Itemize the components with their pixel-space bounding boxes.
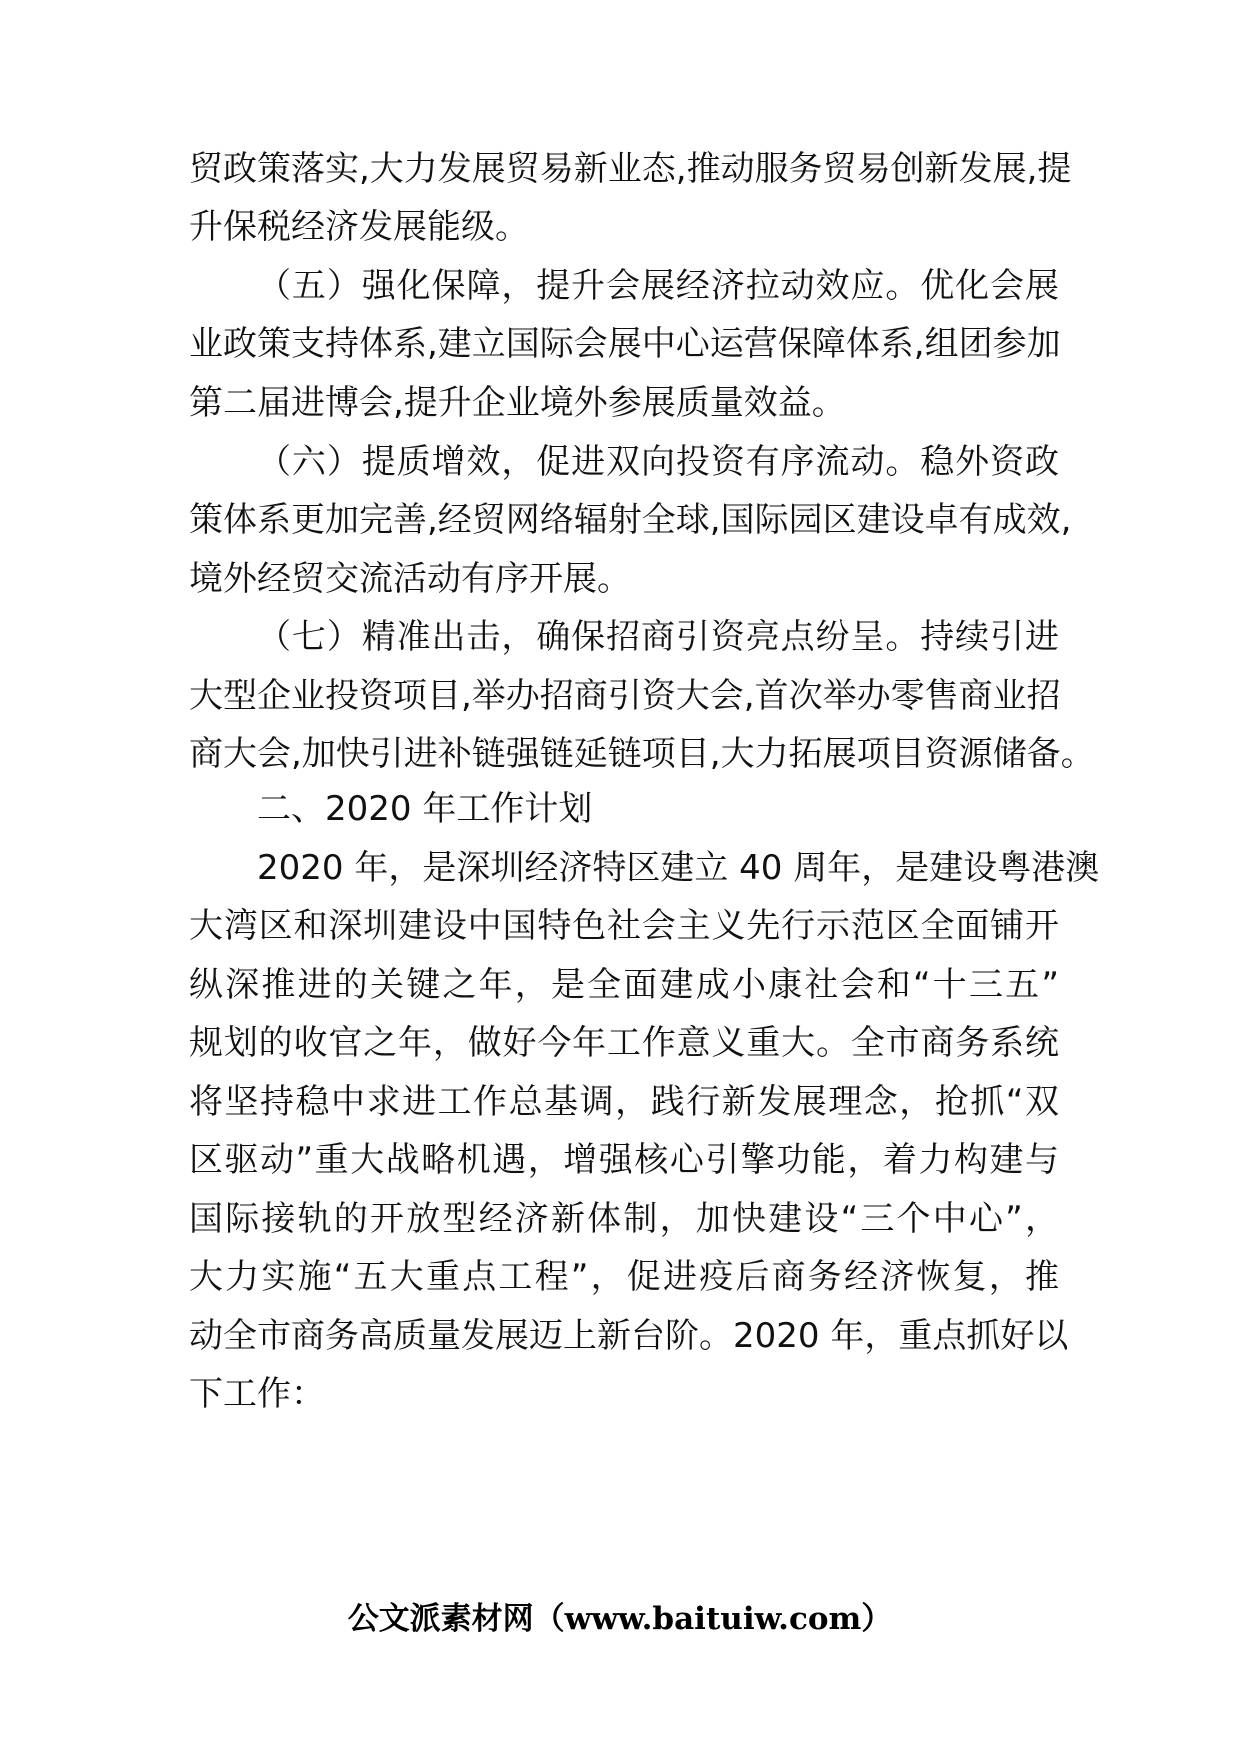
text-line-3: （五）强化保障，提升会展经济拉动效应。优化会展: [257, 266, 1059, 306]
text-line-16: 规划的收官之年，做好今年工作意义重大。全市商务系统: [189, 1023, 1059, 1063]
text-line-20: 大力实施“五大重点工程”，促进疫后商务经济恢复，推: [189, 1257, 1059, 1297]
text-line-9: （七）精准出击，确保招商引资亮点纷呈。持续引进: [257, 617, 1059, 657]
text-line-11: 商大会,加快引进补链强链延链项目,大力拓展项目资源储备。: [189, 734, 1095, 774]
text-line-19: 国际接轨的开放型经济新体制，加快建设“三个中心”，: [189, 1199, 1059, 1239]
footer-watermark: 公文派素材网（www.baituiw.com）: [347, 1601, 893, 1637]
text-line-13: 2020 年，是深圳经济特区建立 40 周年，是建设粤港澳: [257, 848, 1100, 888]
text-line-7: 策体系更加完善,经贸网络辐射全球,国际园区建设卓有成效,: [189, 500, 1072, 540]
text-line-14: 大湾区和深圳建设中国特色社会主义先行示范区全面铺开: [189, 906, 1059, 946]
text-line-21: 动全市商务高质量发展迈上新台阶。2020 年，重点抓好以: [189, 1316, 1069, 1356]
text-line-15: 纵深推进的关键之年，是全面建成小康社会和“十三五”: [189, 965, 1059, 1005]
text-line-6: （六）提质增效，促进双向投资有序流动。稳外资政: [257, 442, 1059, 482]
text-line-17: 将坚持稳中求进工作总基调，践行新发展理念，抢抓“双: [189, 1082, 1059, 1122]
text-line-10: 大型企业投资项目,举办招商引资大会,首次举办零售商业招: [189, 676, 1061, 716]
section-heading: 二、2020 年工作计划: [257, 789, 593, 829]
text-line-2: 升保税经济发展能级。: [189, 207, 529, 247]
text-line-8: 境外经贸交流活动有序开展。: [189, 559, 631, 599]
text-line-1: 贸政策落实,大力发展贸易新业态,推动服务贸易创新发展,提: [189, 149, 1072, 189]
text-line-22: 下工作：: [189, 1374, 325, 1414]
text-line-4: 业政策支持体系,建立国际会展中心运营保障体系,组团参加: [189, 324, 1061, 364]
text-line-18: 区驱动”重大战略机遇，增强核心引擎功能，着力构建与: [189, 1140, 1059, 1180]
text-line-5: 第二届进博会,提升企业境外参展质量效益。: [189, 383, 846, 423]
